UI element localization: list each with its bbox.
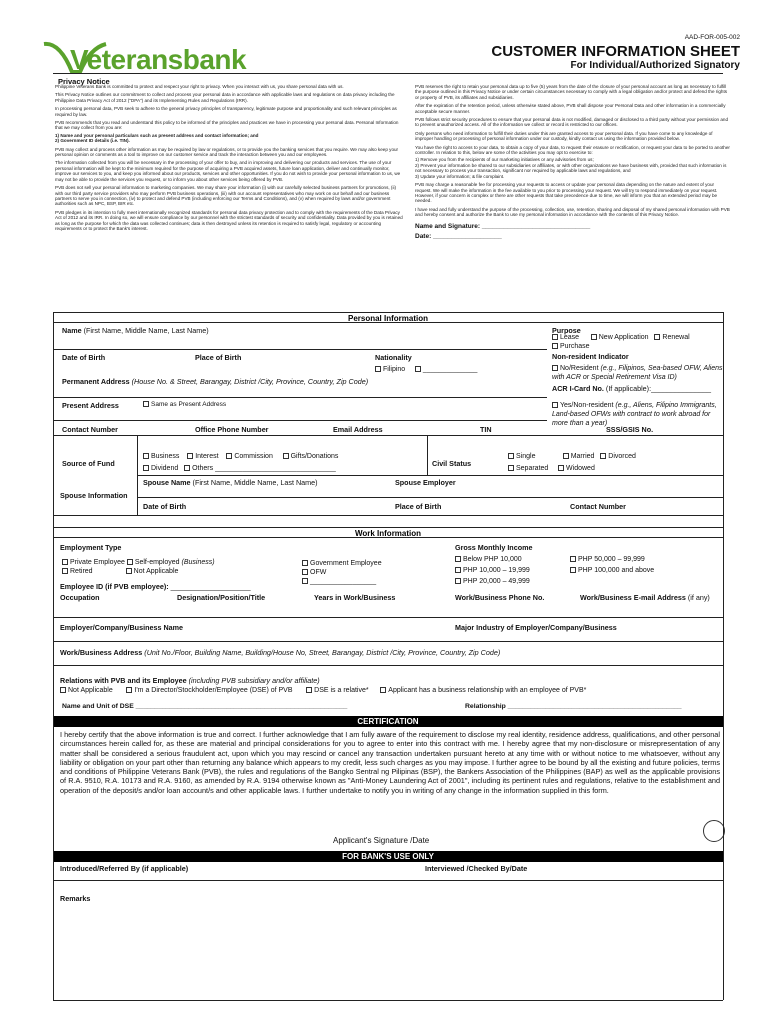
work-address-hint: (Unit No./Floor, Building Name, Building/House No, Street, Barangay, District /City, Province, Country, Zip Code) <box>144 648 501 657</box>
acr-label <box>552 384 711 393</box>
row-rule <box>53 641 723 642</box>
rel-relative-label: DSE is a relative* <box>314 687 369 694</box>
row-rule <box>53 435 723 436</box>
civil-divorced-checkbox[interactable] <box>600 453 606 459</box>
privacy-list-item: 1) Remove you from the recipients of our marketing initiatives or any advisories from us; <box>415 157 594 163</box>
purpose-renewal-label: Renewal <box>662 334 690 341</box>
certification-band: CERTIFICATION <box>53 716 723 727</box>
row-rule <box>53 349 547 350</box>
privacy-para: PVB follows strict security procedures to ensure that your personal data is not modified, damaged or disclosed to a third party without your permission and to prevent unauthorized access. All of the information we collect or record is restricted to our offices. <box>415 117 729 128</box>
spouse-dob-label: Date of Birth <box>143 502 187 511</box>
privacy-para: PVB reserves the right to retain your personal data up to five (5) years from the date of the closure of your personal account as long as necessary to fulfill the purpose outlined in this Privacy Notice or under certain circumstances necessary to comply with a legal obligation and/or protect and defend the rights or property of PVB, its affiliates and subsidiaries. <box>415 84 728 100</box>
employee-id-text: Employee ID (if PVB employee): <box>60 582 169 591</box>
sof-business-checkbox[interactable] <box>143 453 149 459</box>
same-as-address <box>143 401 226 408</box>
acr-hint[interactable]: (If applicable):_______________ <box>605 384 712 393</box>
sof-commission-label: Commission <box>234 453 273 460</box>
relationship-field[interactable]: Relationship ______________________________________________ <box>465 703 682 710</box>
other-nationality-field[interactable]: ______________ <box>422 366 478 373</box>
gov-employee-option <box>302 559 382 568</box>
row-rule <box>53 420 547 421</box>
years-in-work-label: Years in Work/Business <box>314 593 396 602</box>
designation-label: Designation/Position/Title <box>177 593 266 602</box>
privacy-para: PVB recommends that you read and understand this policy to be informed of the principles and practices we have in processing your personal data. Personal Information that we may collect from you are: <box>55 120 399 131</box>
private-employee-label: Private Employee <box>70 559 125 566</box>
sof-commission-checkbox[interactable] <box>226 453 232 459</box>
spouse-name-text: Spouse Name <box>143 478 191 487</box>
spouse-employer-label: Spouse Employer <box>395 478 456 487</box>
self-employed-label: Self-employed <box>134 559 180 566</box>
spouse-pob-label: Place of Birth <box>395 502 442 511</box>
civil-widowed-checkbox[interactable] <box>558 465 564 471</box>
retired-label: Retired <box>70 568 93 575</box>
civil-separated-checkbox[interactable] <box>508 465 514 471</box>
email-address-label: Email Address <box>333 425 383 434</box>
rel-business-label: Applicant has a business relationship with an employee of PVB* <box>388 687 587 694</box>
permanent-address-text: Permanent Address <box>62 377 130 386</box>
ofw-checkbox[interactable] <box>302 569 308 575</box>
gross-monthly-income-label: Gross Monthly Income <box>455 543 533 552</box>
dse-name-field[interactable]: Name and Unit of DSE ________________________________________________________ <box>62 703 348 710</box>
gmi-label: PHP 50,000 – 99,999 <box>578 556 645 563</box>
source-of-fund-row2 <box>143 465 336 472</box>
gmi-label: PHP 10,000 – 19,999 <box>463 567 530 574</box>
gmi-checkbox[interactable] <box>570 567 576 573</box>
gmi-label: PHP 20,000 – 49,999 <box>463 578 530 585</box>
civil-single-label: Single <box>516 453 536 460</box>
rel-relative-checkbox[interactable] <box>306 687 312 693</box>
occupation-label: Occupation <box>60 593 100 602</box>
source-of-fund-label: Source of Fund <box>62 459 115 468</box>
privacy-para: In processing personal data, PVB seek to adhere to the general privacy principles of transparency, legitimate purpose and proportionality and such relevant principles as required by law. <box>55 106 397 117</box>
privacy-para: After the expiration of the retention period, unless otherwise stated above, PVB shall dispose your Personal Data and other information in a commercially acceptable secure manner. <box>415 103 726 114</box>
permanent-address-hint: (House No. & Street, Barangay, District /City, Province, Country, Zip Code) <box>131 377 369 386</box>
rel-na-checkbox[interactable] <box>60 687 66 693</box>
privacy-para: Philippine Veterans Bank is committed to protect and respect your right to privacy. When you interact with us, you share personal data with us. <box>55 84 344 89</box>
civil-single-checkbox[interactable] <box>508 453 514 459</box>
not-applicable-checkbox[interactable] <box>126 568 132 574</box>
filipino-label: Filipino <box>383 366 406 373</box>
form-code: AAD-FOR-005-002 <box>684 34 740 41</box>
privacy-para: PVB may collect and process other information as may be required by law or regulations, or to provide you the banking services that you require. We may also keep your personal opinion or comments as a tool to improve on our customer service and track the interaction between you and our employees. <box>55 146 399 158</box>
civil-separated-label: Separated <box>516 465 549 472</box>
consent-date-field[interactable]: Date: ___________________ <box>415 232 502 240</box>
work-phone-label: Work/Business Phone No. <box>455 593 545 602</box>
form-left-border <box>53 312 54 1000</box>
civil-married-label: Married <box>570 453 595 460</box>
rel-dse-checkbox[interactable] <box>126 687 132 693</box>
name-hint: (First Name, Middle Name, Last Name) <box>83 326 209 335</box>
non-resident-no <box>552 364 727 382</box>
consent-signature-field[interactable]: Name and Signature: ______________________________ <box>415 222 591 230</box>
gmi-option <box>455 554 530 565</box>
privacy-para: The information collected from you will be necessary in the processing of your offer to buy, and in improving and delivering our products and services. The use of your personal information will be kept to the minimum required for the purpose of acquiring a PVB acquired assets, future loan application, deliver and continually monitor, improve our services to you, and keep you informed about our products, services and other opportunities. If you do not wish to provide your personal information to us, we may not be able to provide the services you request, or to inform you about other services being offered by PVB. <box>55 160 401 182</box>
work-address-label <box>60 648 500 657</box>
civil-status-row1 <box>508 453 636 460</box>
relations-options <box>60 687 586 694</box>
retired-checkbox[interactable] <box>62 568 68 574</box>
other-emp-field[interactable]: _________________ <box>310 578 377 585</box>
purpose-new-label: New Application <box>598 334 649 341</box>
form-right-border <box>723 312 724 1000</box>
row-rule <box>137 475 723 476</box>
other-emp-option <box>302 577 382 586</box>
contact-number-label: Contact Number <box>62 425 118 434</box>
purpose-lease-label: Lease <box>560 334 580 341</box>
purpose-renewal-checkbox[interactable] <box>654 334 660 340</box>
rel-na-label: Not Applicable <box>68 687 113 694</box>
purpose-purchase-label: Purchase <box>560 343 590 350</box>
spouse-name-label <box>143 478 318 487</box>
gmi-col1 <box>455 554 530 587</box>
employer-name-label: Employer/Company/Business Name <box>60 623 184 632</box>
rel-dse-label: I'm a Director/Stockholder/Employee (DSE) of PVB <box>134 687 293 694</box>
relations-text: Relations with PVB and its Employee <box>60 676 187 685</box>
header-rule <box>53 73 723 74</box>
purpose-new-checkbox[interactable] <box>591 334 597 340</box>
privacy-list-item: 2) Prevent your information be shared to our subsidiaries or affiliates, or with other organizations we have business with, provided that such information is not necessary to process your transaction, significant nor required by applicable laws and regulations, and <box>415 162 727 174</box>
self-employed-hint: (Business) <box>181 559 215 566</box>
gmi-option <box>570 565 654 576</box>
office-phone-label: Office Phone Number <box>195 425 269 434</box>
civil-widowed-label: Widowed <box>566 465 595 472</box>
row-rule <box>137 497 723 498</box>
civil-status-label: Civil Status <box>432 459 472 468</box>
sof-others-field[interactable]: _______________________________ <box>215 465 336 472</box>
gmi-option <box>570 554 654 565</box>
purpose-label: Purpose <box>552 326 581 335</box>
present-address-label: Present Address <box>62 401 119 410</box>
introduced-by-label: Introduced/Referred By (if applicable) <box>60 864 189 873</box>
nationality-options <box>375 366 477 373</box>
privacy-para: Only persons who need information to fulfill their duties under this are granted access to your personal data. If you have come to any knowledge of improper handling or processing of personal information under our custody, kindly contact us using the information provided below. <box>415 130 713 142</box>
sof-dividend-checkbox[interactable] <box>143 465 149 471</box>
privacy-left-column <box>55 84 405 231</box>
permanent-address-label <box>62 377 368 386</box>
sheet-title: CUSTOMER INFORMATION SHEET <box>491 43 740 60</box>
relations-hint: (including PVB subsidiary and/or affiliate) <box>188 676 320 685</box>
certification-text: I hereby certify that the above information is true and correct. I further acknowledge that I am fully aware of the requirement to disclose my real identity, residence address, qualifications, and other personal circumstances herein called for, as these are material and principal considerations for you to agree to enter into this contract with me. I hereby agree that my non-disclosure or misrepresentation of any matter shall be considered a serious fraudulent act, upon which you may rescind or cancel any transaction undertaken pursuant hereto at any time with or without notice to me whatsoever, without any liability or obligation on your part other than returning any balance which appears to my credit, less such charges as you may impose. I further agree to be bound by all the existing and future policies, terms and conditions of Philippine Veterans Bank (PVB), the rules and regulations of the Bangko Sentral ng Pilipinas (BSP), the Bankers Association of the Philippines (BAP) as well as the applicable provisions of R.A. 9510, R.A. 10173 and R.A. 9160, as amended by R.A. 9194 otherwise known as "Anti-Money Laundering Act of 2001", including its pertinent rules and regulations, relative to the establishment and operation of the deposit/s and/or loan account/s and other applicable laws. I further undertake to notify you in writing of any change in the information supplied in this form. <box>60 730 720 795</box>
purpose-purchase-checkbox[interactable] <box>552 343 558 349</box>
name-label-text: Name <box>62 326 82 335</box>
filipino-checkbox[interactable] <box>375 366 381 372</box>
privacy-list-item: 3) Update your information; & file complaint. <box>415 173 505 179</box>
sof-others-checkbox[interactable] <box>184 465 190 471</box>
self-employed-checkbox[interactable] <box>127 559 133 565</box>
nonresident-indicator-label: Non-resident Indicator <box>552 352 629 361</box>
privacy-para: PVB does not sell your personal information to marketing companies. We may share your information (i) with our carefully selected business partners for promotions, (ii) with our third party service providers who may perform PVB business operations, (iii) with our account representatives who may work on our behalf and our business partners to serve you in connection, (iv) to protect and defend PVB (including enforcing our Terms and Conditions), and (v) when required by laws and/or government authorities such as NPC, BSP, BIR etc. <box>55 185 397 207</box>
work-info-band: Work Information <box>53 527 723 538</box>
row-rule <box>53 880 723 881</box>
civil-divorced-label: Divorced <box>608 453 636 460</box>
gmi-label: Below PHP 10,000 <box>463 556 522 563</box>
gmi-checkbox[interactable] <box>570 556 576 562</box>
same-as-address-label: Same as Present Address <box>151 401 227 408</box>
privacy-list-item: 2) Government ID details (i.e. TIN). <box>55 138 130 144</box>
gmi-col2 <box>570 554 654 576</box>
yes-nonresident-checkbox[interactable] <box>552 402 558 408</box>
work-email-text: Work/Business E-mail Address <box>580 593 686 602</box>
gmi-label: PHP 100,000 and above <box>578 567 655 574</box>
row-rule <box>53 617 723 618</box>
emp-type-row1 <box>62 559 215 566</box>
work-email-label <box>580 593 720 602</box>
work-email-hint: (if any) <box>687 593 710 602</box>
gov-employee-checkbox[interactable] <box>302 560 308 566</box>
yes-nonresident <box>552 401 727 428</box>
privacy-para: This Privacy Notice outlines our commitment to collect and process your personal data in accordance with applicable laws and regulations on data privacy including the Philippine Data Privacy Act of 2012 ("DPA") and its Implementing Rules and Regulations (IRR). <box>55 92 395 103</box>
sheet-subtitle: For Individual/Authorized Signatory <box>570 60 740 71</box>
form-bottom-rule <box>53 1000 723 1001</box>
emp-type-row2 <box>62 568 178 575</box>
major-industry-label: Major Industry of Employer/Company/Business <box>455 623 617 632</box>
privacy-para: You have the right to access to your data, to obtain a copy of your data, to request their erasure or rectification, or request your data to be ported to another controller. In relation to this, below are some of the activities you may opt to exercise to: <box>415 144 730 156</box>
acr-label-text: ACR I-Card No. <box>552 384 604 393</box>
employment-type-label: Employment Type <box>60 543 122 552</box>
nationality-label: Nationality <box>375 353 412 362</box>
gmi-option <box>455 565 530 576</box>
privacy-heading: Privacy Notice <box>58 77 110 86</box>
remarks-label: Remarks <box>60 894 91 903</box>
sof-gifts-checkbox[interactable] <box>283 453 289 459</box>
emp-type-col2 <box>302 559 382 586</box>
privacy-para: I have read and fully understand the purpose of the processing, collection, use, retention, sharing and disposal of my shared personal information with PVB and hereby consent and authorize the Bank to use my personal information in accordance with the contents of this Privacy Notice. <box>415 206 730 218</box>
same-as-address-checkbox[interactable] <box>143 401 149 407</box>
privacy-para: PVB may charge a reasonable fee for processing your requests to access or update your personal data depending on the nature and extent of your request. We will make the information in the fee available to you prior to processing your request. We will try to respond immediately on your request. However, if your concern is complex or there are other requests that take precedence due to time, we will inform you that an extended period may be needed. <box>415 182 718 204</box>
name-label <box>62 326 209 335</box>
employee-id-field[interactable]: ____________________ <box>170 582 251 591</box>
private-employee-checkbox[interactable] <box>62 559 68 565</box>
other-nationality-checkbox[interactable] <box>415 366 421 372</box>
pob-label: Place of Birth <box>195 353 242 362</box>
gmi-checkbox[interactable] <box>455 567 461 573</box>
purpose-options <box>552 334 690 341</box>
employee-id-label <box>60 582 251 591</box>
spouse-information-label: Spouse Information <box>60 491 128 500</box>
bank-logo <box>40 38 280 78</box>
applicant-signature-label[interactable]: Applicant's Signature /Date <box>333 836 430 845</box>
source-of-fund-row1 <box>143 453 338 460</box>
ofw-label: OFW <box>310 569 327 576</box>
privacy-list-item: 1) Name and your personal particulars such as present address and contact information; and <box>55 132 259 138</box>
no-resident-checkbox[interactable] <box>552 365 558 371</box>
purpose-purchase <box>552 343 590 350</box>
row-rule <box>53 515 723 516</box>
gmi-checkbox[interactable] <box>455 556 461 562</box>
yes-nonresident-label: Yes/Non-resident <box>560 402 614 409</box>
no-resident-hint: (e.g., Filipinos, Sea-based OFW, Aliens with ACR or Special Retirement Visa ID) <box>552 365 723 381</box>
rel-business-checkbox[interactable] <box>380 687 386 693</box>
interviewed-by-label: Interviewed /Checked By/Date <box>425 864 528 873</box>
sof-interest-checkbox[interactable] <box>187 453 193 459</box>
privacy-right-column <box>415 84 730 240</box>
sof-dividend-label: Dividend <box>151 465 179 472</box>
ofw-option <box>302 568 382 577</box>
other-emp-checkbox[interactable] <box>302 578 308 584</box>
row-rule <box>53 665 723 666</box>
bank-logo-text: Veteransbank <box>70 44 247 75</box>
gmi-option <box>455 576 530 587</box>
relations-label <box>60 676 320 685</box>
yes-nonresident-hint: (e.g., Aliens, Filipino Immigrants, Land-based OFWs with contract to work abroad for more than a year) <box>552 402 717 427</box>
sof-business-label: Business <box>151 453 180 460</box>
civil-married-checkbox[interactable] <box>563 453 569 459</box>
row-rule <box>53 397 547 398</box>
purpose-lease-checkbox[interactable] <box>552 334 558 340</box>
gmi-checkbox[interactable] <box>455 578 461 584</box>
work-address-text: Work/Business Address <box>60 648 143 657</box>
no-resident-label: No/Resident <box>560 365 599 372</box>
sss-gsis-label: SSS/GSIS No. <box>606 425 654 434</box>
sof-others-label: Others <box>192 465 214 472</box>
privacy-para: PVB pledges in its intention to fully meet internationally recognized standards for personal data privacy protection and to comply with the requirements of the Data Privacy Act of 2012 and its IRR. In doing so, we will ensure compliance by our personnel with the strictest standards of security and confidentiality. Data provided by you is retained as long as the purpose for which the data was collected continues; data is then destroyed unless its retention is required to satisfy legal, regulatory or accounting requirements or to protect the Bank's interest. <box>55 209 403 231</box>
personal-info-band: Personal Information <box>53 312 723 323</box>
not-applicable-label: Not Applicable <box>133 568 179 575</box>
spouse-contact-label: Contact Number <box>570 502 626 511</box>
gov-employee-label: Government Employee <box>310 560 382 567</box>
sof-gifts-label: Gifts/Donations <box>290 453 339 460</box>
page-mark-icon <box>703 820 725 842</box>
tin-label: TIN <box>480 425 492 434</box>
bank-use-band: FOR BANK'S USE ONLY <box>53 851 723 862</box>
sof-interest-label: Interest <box>195 453 219 460</box>
civil-status-row2 <box>508 465 595 472</box>
spouse-name-hint: (First Name, Middle Name, Last Name) <box>192 478 318 487</box>
dob-label: Date of Birth <box>62 353 106 362</box>
col-rule <box>427 435 428 475</box>
